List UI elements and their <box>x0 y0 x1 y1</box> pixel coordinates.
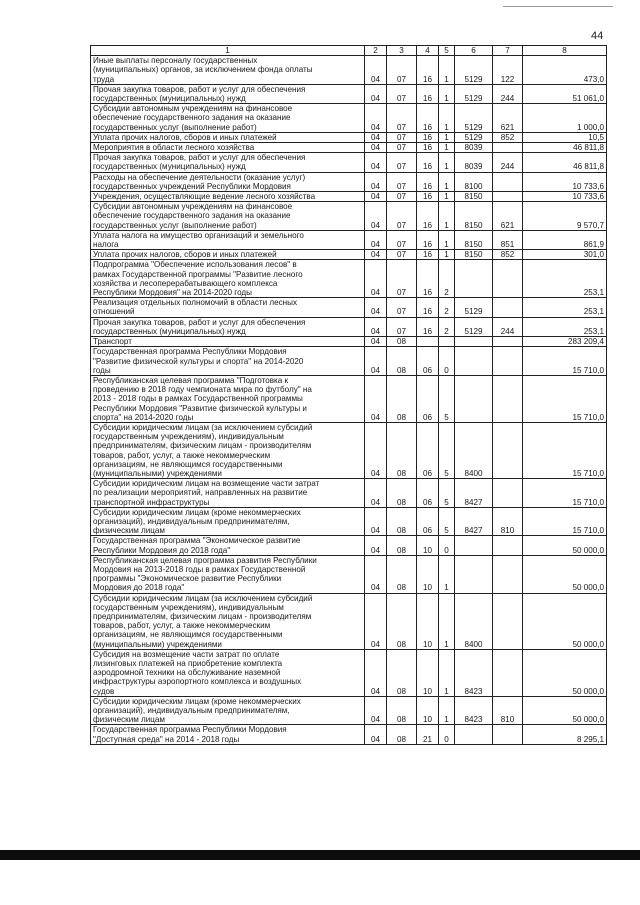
expense-type-cell <box>493 422 523 478</box>
section-code-cell: 04 <box>365 422 387 478</box>
program-code-cell: 06 <box>417 347 439 376</box>
subsection-code-cell: 07 <box>387 230 417 249</box>
subprogram-code-cell: 5 <box>439 422 455 478</box>
item-name-cell: Расходы на обеспечение деятельности (оказание услуг) государственных учреждений Республики Мордовия <box>91 172 365 191</box>
direction-code-cell <box>455 337 493 347</box>
subsection-code-cell: 08 <box>387 725 417 744</box>
program-code-cell: 10 <box>417 649 439 696</box>
item-name-cell: Мероприятия в области лесного хозяйства <box>91 143 365 153</box>
item-name-cell: Республиканская целевая программа "Подготовка к проведению в 2018 году чемпионата мира по футболу" на 2013 - 2018 годы в рамках Государственной программы Республики Мордовия "Развитие физической культуры и спорта" на 2014-2020 годы <box>91 375 365 422</box>
amount-cell: 253,1 <box>523 260 607 298</box>
table-row <box>91 153 607 172</box>
direction-code-cell <box>455 725 493 744</box>
table-row <box>91 649 607 696</box>
table-row <box>91 84 607 103</box>
expense-type-cell <box>493 375 523 422</box>
direction-code-cell: 8427 <box>455 479 493 508</box>
amount-cell: 283 209,4 <box>523 337 607 347</box>
section-code-cell: 04 <box>365 192 387 202</box>
table-row <box>91 317 607 336</box>
direction-code-cell: 8150 <box>455 230 493 249</box>
amount-cell: 46 811,8 <box>523 143 607 153</box>
subprogram-code-cell: 5 <box>439 507 455 536</box>
amount-cell: 473,0 <box>523 56 607 85</box>
section-code-cell: 04 <box>365 230 387 249</box>
expense-type-cell: 244 <box>493 153 523 172</box>
amount-cell: 50 000,0 <box>523 555 607 593</box>
amount-cell: 51 061,0 <box>523 84 607 103</box>
subsection-code-cell: 08 <box>387 347 417 376</box>
table-row <box>91 555 607 593</box>
section-code-cell: 04 <box>365 250 387 260</box>
table-row <box>91 56 607 85</box>
item-name-cell: Субсидии юридическим лицам (кроме некоммерческих организаций), индивидуальным предпринимателям, физическим лицам <box>91 696 365 725</box>
item-name-cell: Государственная программа "Экономическое развитие Республики Мордовия до 2018 года" <box>91 536 365 555</box>
table-row <box>91 536 607 555</box>
amount-cell: 1 000,0 <box>523 104 607 133</box>
subsection-code-cell: 07 <box>387 317 417 336</box>
program-code-cell: 16 <box>417 56 439 85</box>
program-code-cell: 06 <box>417 375 439 422</box>
subsection-code-cell: 07 <box>387 250 417 260</box>
subsection-code-cell: 08 <box>387 337 417 347</box>
subprogram-code-cell: 1 <box>439 132 455 142</box>
header-cell: 1 <box>91 46 365 56</box>
direction-code-cell: 8400 <box>455 593 493 649</box>
subprogram-code-cell: 0 <box>439 725 455 744</box>
subprogram-code-cell: 5 <box>439 375 455 422</box>
amount-cell: 50 000,0 <box>523 696 607 725</box>
table-row <box>91 132 607 142</box>
amount-cell: 50 000,0 <box>523 536 607 555</box>
subsection-code-cell: 07 <box>387 260 417 298</box>
direction-code-cell: 5129 <box>455 84 493 103</box>
item-name-cell: Уплата прочих налогов, сборов и иных платежей <box>91 132 365 142</box>
subprogram-code-cell: 1 <box>439 153 455 172</box>
budget-table <box>90 45 607 745</box>
program-code-cell: 06 <box>417 422 439 478</box>
amount-cell: 15 710,0 <box>523 347 607 376</box>
direction-code-cell: 5129 <box>455 298 493 317</box>
amount-cell: 861,9 <box>523 230 607 249</box>
section-code-cell: 04 <box>365 649 387 696</box>
item-name-cell: Субсидии юридическим лицам на возмещение части затрат по реализации мероприятий, направленных на развитие транспортной инфраструктуры <box>91 479 365 508</box>
section-code-cell: 04 <box>365 202 387 231</box>
amount-cell: 10 733,6 <box>523 192 607 202</box>
expense-type-cell <box>493 649 523 696</box>
subsection-code-cell: 08 <box>387 375 417 422</box>
section-code-cell: 04 <box>365 725 387 744</box>
expense-type-cell: 122 <box>493 56 523 85</box>
direction-code-cell: 5129 <box>455 132 493 142</box>
section-code-cell: 04 <box>365 317 387 336</box>
subprogram-code-cell: 1 <box>439 202 455 231</box>
subprogram-code-cell: 2 <box>439 298 455 317</box>
subsection-code-cell: 08 <box>387 536 417 555</box>
section-code-cell: 04 <box>365 260 387 298</box>
direction-code-cell: 5129 <box>455 317 493 336</box>
program-code-cell: 10 <box>417 536 439 555</box>
subsection-code-cell: 07 <box>387 84 417 103</box>
amount-cell: 46 811,8 <box>523 153 607 172</box>
expense-type-cell <box>493 593 523 649</box>
section-code-cell: 04 <box>365 143 387 153</box>
subprogram-code-cell: 1 <box>439 172 455 191</box>
header-cell: 8 <box>523 46 607 56</box>
direction-code-cell: 5129 <box>455 104 493 133</box>
amount-cell: 10 733,6 <box>523 172 607 191</box>
subprogram-code-cell: 1 <box>439 143 455 153</box>
expense-type-cell <box>493 347 523 376</box>
subsection-code-cell: 07 <box>387 104 417 133</box>
amount-cell: 15 710,0 <box>523 422 607 478</box>
table-row <box>91 143 607 153</box>
table-row <box>91 337 607 347</box>
program-code-cell: 16 <box>417 250 439 260</box>
subsection-code-cell: 08 <box>387 507 417 536</box>
program-code-cell: 21 <box>417 725 439 744</box>
item-name-cell: Учреждения, осуществляющие ведение лесного хозяйства <box>91 192 365 202</box>
section-code-cell: 04 <box>365 153 387 172</box>
direction-code-cell: 8039 <box>455 153 493 172</box>
header-cell: 2 <box>365 46 387 56</box>
section-code-cell: 04 <box>365 172 387 191</box>
subprogram-code-cell: 1 <box>439 649 455 696</box>
item-name-cell: Прочая закупка товаров, работ и услуг для обеспечения государственных (муниципальных) нужд <box>91 317 365 336</box>
direction-code-cell: 8427 <box>455 507 493 536</box>
expense-type-cell: 621 <box>493 202 523 231</box>
subprogram-code-cell: 1 <box>439 555 455 593</box>
subprogram-code-cell: 5 <box>439 479 455 508</box>
table-row <box>91 696 607 725</box>
table-row <box>91 507 607 536</box>
program-code-cell: 16 <box>417 172 439 191</box>
subsection-code-cell: 08 <box>387 593 417 649</box>
table-row <box>91 347 607 376</box>
expense-type-cell <box>493 337 523 347</box>
item-name-cell: Уплата прочих налогов, сборов и иных платежей <box>91 250 365 260</box>
item-name-cell: Субсидии юридическим лицам (за исключением субсидий государственным учреждениям), индивидуальным предпринимателям, физическим лицам - производителям товаров, работ, услуг, а также некоммерческим организациям, не являющимся государственными (муниципальными) учреждениями <box>91 422 365 478</box>
program-code-cell: 16 <box>417 230 439 249</box>
amount-cell: 50 000,0 <box>523 649 607 696</box>
item-name-cell: Субсидии автономным учреждениям на финансовое обеспечение государственного задания на оказание государственных услуг (выполнение работ) <box>91 202 365 231</box>
item-name-cell: Субсидии юридическим лицам (кроме некоммерческих организаций), индивидуальным предпринимателям, физическим лицам <box>91 507 365 536</box>
amount-cell: 253,1 <box>523 317 607 336</box>
expense-type-cell <box>493 192 523 202</box>
subprogram-code-cell: 2 <box>439 260 455 298</box>
direction-code-cell: 8150 <box>455 192 493 202</box>
expense-type-cell <box>493 479 523 508</box>
expense-type-cell: 851 <box>493 230 523 249</box>
section-code-cell: 04 <box>365 696 387 725</box>
table-row <box>91 298 607 317</box>
expense-type-cell: 852 <box>493 250 523 260</box>
direction-code-cell <box>455 375 493 422</box>
subsection-code-cell: 08 <box>387 555 417 593</box>
subprogram-code-cell: 0 <box>439 347 455 376</box>
subprogram-code-cell: 2 <box>439 317 455 336</box>
program-code-cell: 16 <box>417 192 439 202</box>
program-code-cell: 16 <box>417 153 439 172</box>
program-code-cell: 10 <box>417 696 439 725</box>
amount-cell: 8 295,1 <box>523 725 607 744</box>
table-row <box>91 375 607 422</box>
direction-code-cell: 5129 <box>455 56 493 85</box>
header-cell: 6 <box>455 46 493 56</box>
header-cell: 4 <box>417 46 439 56</box>
program-code-cell: 16 <box>417 104 439 133</box>
item-name-cell: Прочая закупка товаров, работ и услуг для обеспечения государственных (муниципальных) нужд <box>91 84 365 103</box>
subprogram-code-cell: 1 <box>439 104 455 133</box>
amount-cell: 10,5 <box>523 132 607 142</box>
section-code-cell: 04 <box>365 56 387 85</box>
table-row <box>91 230 607 249</box>
expense-type-cell: 810 <box>493 507 523 536</box>
expense-type-cell <box>493 298 523 317</box>
page-number: 44 <box>591 30 604 42</box>
direction-code-cell <box>455 347 493 376</box>
amount-cell: 15 710,0 <box>523 479 607 508</box>
section-code-cell: 04 <box>365 298 387 317</box>
expense-type-cell <box>493 172 523 191</box>
header-cell: 7 <box>493 46 523 56</box>
expense-type-cell <box>493 143 523 153</box>
section-code-cell: 04 <box>365 132 387 142</box>
table-row <box>91 202 607 231</box>
program-code-cell: 06 <box>417 507 439 536</box>
bottom-scan-bar <box>0 850 640 860</box>
item-name-cell: Субсидии автономным учреждениям на финансовое обеспечение государственного задания на оказание государственных услуг (выполнение работ) <box>91 104 365 133</box>
subprogram-code-cell: 0 <box>439 536 455 555</box>
section-code-cell: 04 <box>365 536 387 555</box>
expense-type-cell <box>493 555 523 593</box>
subsection-code-cell: 07 <box>387 202 417 231</box>
subsection-code-cell: 07 <box>387 132 417 142</box>
expense-type-cell <box>493 536 523 555</box>
expense-type-cell: 621 <box>493 104 523 133</box>
table-row <box>91 593 607 649</box>
subsection-code-cell: 08 <box>387 649 417 696</box>
header-cell: 5 <box>439 46 455 56</box>
subsection-code-cell: 08 <box>387 479 417 508</box>
expense-type-cell: 810 <box>493 696 523 725</box>
item-name-cell: Государственная программа Республики Мордовия "Развитие физической культуры и спорта" на 2014-2020 годы <box>91 347 365 376</box>
section-code-cell: 04 <box>365 479 387 508</box>
amount-cell: 301,0 <box>523 250 607 260</box>
item-name-cell: Прочая закупка товаров, работ и услуг для обеспечения государственных (муниципальных) нужд <box>91 153 365 172</box>
subprogram-code-cell: 1 <box>439 250 455 260</box>
program-code-cell: 16 <box>417 298 439 317</box>
item-name-cell: Республиканская целевая программа развития Республики Мордовия на 2013-2018 годы в рамках Государственной программы "Экономическое развитие Республики Мордовия до 2018 года" <box>91 555 365 593</box>
expense-type-cell: 244 <box>493 84 523 103</box>
direction-code-cell: 8039 <box>455 143 493 153</box>
direction-code-cell <box>455 260 493 298</box>
direction-code-cell: 8423 <box>455 649 493 696</box>
section-code-cell: 04 <box>365 593 387 649</box>
item-name-cell: Иные выплаты персоналу государственных (муниципальных) органов, за исключением фонда оплаты труда <box>91 56 365 85</box>
subprogram-code-cell: 1 <box>439 84 455 103</box>
program-code-cell: 10 <box>417 555 439 593</box>
subsection-code-cell: 08 <box>387 696 417 725</box>
subsection-code-cell: 07 <box>387 298 417 317</box>
subsection-code-cell: 07 <box>387 56 417 85</box>
expense-type-cell <box>493 725 523 744</box>
subsection-code-cell: 07 <box>387 143 417 153</box>
table-row <box>91 104 607 133</box>
subsection-code-cell: 07 <box>387 153 417 172</box>
subprogram-code-cell: 1 <box>439 230 455 249</box>
program-code-cell: 10 <box>417 593 439 649</box>
item-name-cell: Уплата налога на имущество организаций и земельного налога <box>91 230 365 249</box>
expense-type-cell <box>493 260 523 298</box>
expense-type-cell: 852 <box>493 132 523 142</box>
amount-cell: 15 710,0 <box>523 375 607 422</box>
direction-code-cell <box>455 536 493 555</box>
item-name-cell: Транспорт <box>91 337 365 347</box>
expense-type-cell: 244 <box>493 317 523 336</box>
header-cell: 3 <box>387 46 417 56</box>
subprogram-code-cell <box>439 337 455 347</box>
item-name-cell: Подпрограмма "Обеспечение использования лесов" в рамках Государственной программы "Развитие лесного хозяйства и лесоперерабатывающего комплекса Республики Мордовия" на 2014-2020 годы <box>91 260 365 298</box>
program-code-cell: 06 <box>417 479 439 508</box>
item-name-cell: Реализация отдельных полномочий в области лесных отношений <box>91 298 365 317</box>
amount-cell: 15 710,0 <box>523 507 607 536</box>
program-code-cell: 16 <box>417 132 439 142</box>
section-code-cell: 04 <box>365 507 387 536</box>
table-row <box>91 192 607 202</box>
direction-code-cell <box>455 555 493 593</box>
subprogram-code-cell: 1 <box>439 593 455 649</box>
direction-code-cell: 8100 <box>455 172 493 191</box>
table-row <box>91 172 607 191</box>
section-code-cell: 04 <box>365 337 387 347</box>
header-row <box>91 46 607 56</box>
section-code-cell: 04 <box>365 555 387 593</box>
section-code-cell: 04 <box>365 375 387 422</box>
program-code-cell: 16 <box>417 143 439 153</box>
top-edge-line <box>503 6 613 7</box>
table-row <box>91 250 607 260</box>
item-name-cell: Субсидии юридическим лицам (за исключением субсидий государственным учреждениям), индивидуальным предпринимателям, физическим лицам - производителям товаров, работ, услуг, а также некоммерческим организациям, не являющимся государственными (муниципальными) учреждениями <box>91 593 365 649</box>
program-code-cell: 16 <box>417 202 439 231</box>
table-row <box>91 725 607 744</box>
table-row <box>91 260 607 298</box>
subsection-code-cell: 07 <box>387 192 417 202</box>
subprogram-code-cell: 1 <box>439 56 455 85</box>
section-code-cell: 04 <box>365 84 387 103</box>
direction-code-cell: 8400 <box>455 422 493 478</box>
item-name-cell: Субсидия на возмещение части затрат по оплате лизинговых платежей на приобретение комплекта аэродромной техники на обслуживание наземной инфраструктуры аэропортного комплекса и воздушных судов <box>91 649 365 696</box>
direction-code-cell: 8150 <box>455 250 493 260</box>
direction-code-cell: 8150 <box>455 202 493 231</box>
program-code-cell: 16 <box>417 317 439 336</box>
subprogram-code-cell: 1 <box>439 192 455 202</box>
subsection-code-cell: 08 <box>387 422 417 478</box>
item-name-cell: Государственная программа Республики Мордовия "Доступная среда" на 2014 - 2018 годы <box>91 725 365 744</box>
program-code-cell: 16 <box>417 260 439 298</box>
program-code-cell <box>417 337 439 347</box>
direction-code-cell: 8423 <box>455 696 493 725</box>
amount-cell: 50 000,0 <box>523 593 607 649</box>
subsection-code-cell: 07 <box>387 172 417 191</box>
section-code-cell: 04 <box>365 347 387 376</box>
program-code-cell: 16 <box>417 84 439 103</box>
amount-cell: 9 570,7 <box>523 202 607 231</box>
section-code-cell: 04 <box>365 104 387 133</box>
table-row <box>91 422 607 478</box>
amount-cell: 253,1 <box>523 298 607 317</box>
subprogram-code-cell: 1 <box>439 696 455 725</box>
table-row <box>91 479 607 508</box>
